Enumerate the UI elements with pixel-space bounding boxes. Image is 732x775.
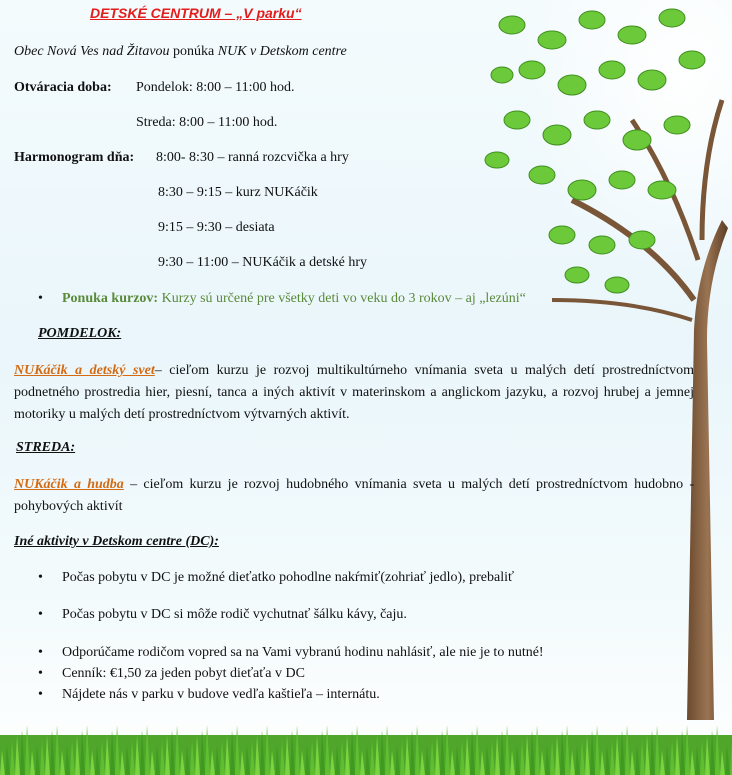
- monday-paragraph: [14, 360, 694, 426]
- schedule-row: 8:30 – 9:15 – kurz NUKáčik: [158, 185, 318, 200]
- schedule-row: 8:00- 8:30 – ranná rozcvička a hry: [156, 150, 349, 165]
- opening-row-monday: Pondelok: 8:00 – 11:00 hod.: [136, 80, 295, 95]
- list-item: • Počas pobytu v DC si môže rodič vychutnať šálku kávy, čaju.: [62, 607, 407, 623]
- intro-text: ponúka: [169, 44, 218, 59]
- grass-illustration: [0, 695, 732, 775]
- list-item: • Počas pobytu v DC je možné dieťatko pohodlne nakŕmiť(zohriať jedlo), prebaliť: [62, 570, 514, 586]
- offer-line: [62, 291, 526, 307]
- intro-org: NUK v Detskom centre: [217, 44, 347, 59]
- list-item: • Nájdete nás v parku v budove vedľa kaštieľa – internátu.: [62, 687, 380, 703]
- opening-row-wednesday: Streda: 8:00 – 11:00 hod.: [136, 115, 278, 130]
- page-title: DETSKÉ CENTRUM – „V parku“: [90, 5, 302, 21]
- monday-course-desc: – cieľom kurzu je rozvoj multikultúrneho vnímania sveta u malých detí prostredníctvom podnetného prostredia hier, piesní, tanca a iných aktivít v materinskom a anglickom jazyku, a rozvoj hrubej a jemnej motoriky u malých detí prostredníctvom výtvarných aktivít.: [14, 363, 694, 422]
- monday-course-name: NUKáčik a detský svet: [14, 363, 155, 378]
- list-item: • Cenník: €1,50 za jeden pobyt dieťaťa v DC: [62, 666, 305, 682]
- opening-label: Otváracia doba:: [14, 80, 112, 95]
- list-item: • Odporúčame rodičom vopred sa na Vami vybranú hodinu nahlásiť, ale nie je to nutné!: [62, 645, 544, 661]
- schedule-label: Harmonogram dňa:: [14, 150, 135, 165]
- schedule-row: 9:30 – 11:00 – NUKáčik a detské hry: [158, 255, 368, 270]
- offer-label: Ponuka kurzov:: [62, 291, 159, 306]
- wednesday-course-name: NUKáčik a hudba: [14, 477, 124, 492]
- wednesday-heading: STREDA:: [16, 440, 76, 455]
- intro-line: [14, 44, 347, 60]
- monday-heading: POMDELOK:: [38, 326, 122, 341]
- schedule-row: 9:15 – 9:30 – desiata: [158, 220, 275, 235]
- wednesday-course-desc: – cieľom kurzu je rozvoj hudobného vnímania sveta u malých detí prostredníctvom hudobno - pohybových aktivít: [14, 477, 695, 514]
- offer-text: Kurzy sú určené pre všetky deti vo veku do 3 rokov – aj „lezúni“: [158, 291, 526, 306]
- other-activities-heading: Iné aktivity v Detskom centre (DC):: [14, 534, 219, 549]
- intro-place: Obec Nová Ves nad Žitavou: [14, 44, 170, 59]
- wednesday-paragraph: [14, 474, 694, 518]
